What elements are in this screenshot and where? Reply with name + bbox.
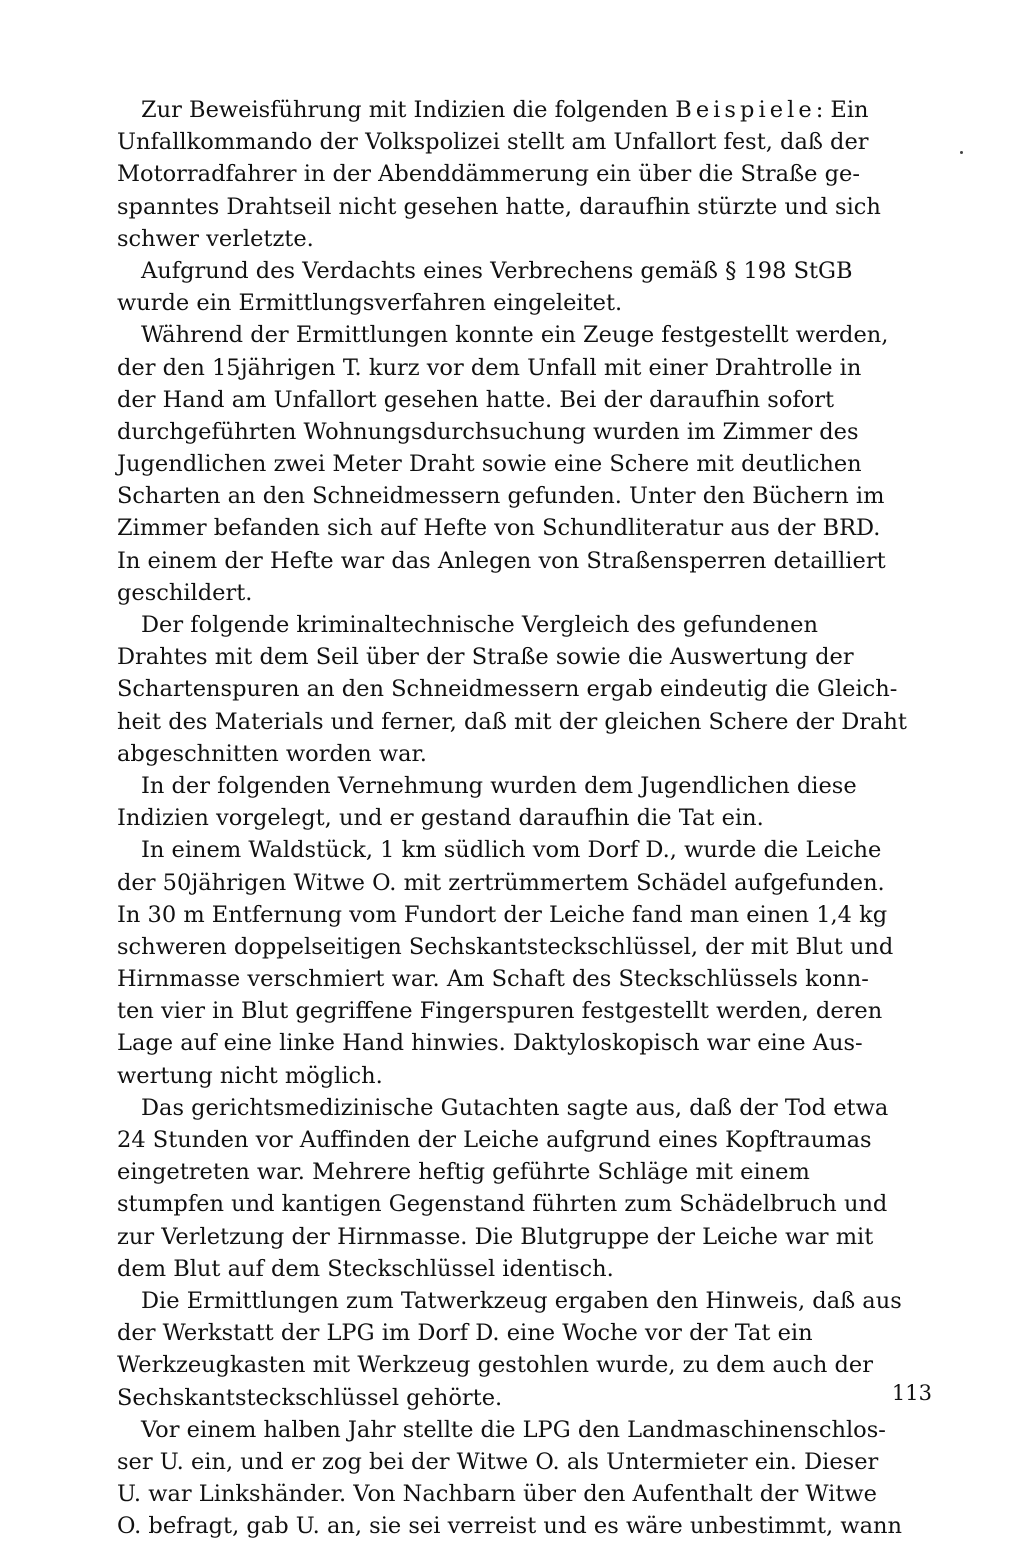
text-line: Sechskantsteckschlüssel gehörte. bbox=[117, 1384, 503, 1411]
text-line: In der folgenden Vernehmung wurden dem Jugendlichen diese bbox=[141, 772, 857, 799]
text-line: eingetreten war. Mehrere heftig geführte Schläge mit einem bbox=[117, 1159, 810, 1186]
text-line: der 50jährigen Witwe O. mit zertrümmertem Schädel aufgefunden. bbox=[117, 869, 885, 896]
document-body bbox=[117, 94, 934, 1542]
text-line: dem Blut auf dem Steckschlüssel identisch. bbox=[117, 1255, 614, 1282]
text-line: O. befragt, gab U. an, sie sei verreist und es wäre unbestimmt, wann bbox=[117, 1513, 902, 1540]
text-line: zur Verletzung der Hirnmasse. Die Blutgruppe der Leiche war mit bbox=[117, 1223, 874, 1250]
text-line: schweren doppelseitigen Sechskantsteckschlüssel, der mit Blut und bbox=[117, 933, 894, 960]
text-line: spanntes Drahtseil nicht gesehen hatte, daraufhin stürzte und sich bbox=[117, 193, 881, 220]
text-line: In einem Waldstück, 1 km südlich vom Dorf D., wurde die Leiche bbox=[141, 837, 882, 864]
text-line: wertung nicht möglich. bbox=[117, 1062, 383, 1089]
text-line: wurde ein Ermittlungsverfahren eingeleitet. bbox=[117, 290, 623, 317]
text-line: Schartenspuren an den Schneidmessern ergab eindeutig die Gleich- bbox=[117, 676, 898, 703]
text-line: Das gerichtsmedizinische Gutachten sagte aus, daß der Tod etwa bbox=[141, 1094, 889, 1121]
paragraph bbox=[117, 609, 934, 770]
text-line: Indizien vorgelegt, und er gestand daraufhin die Tat ein. bbox=[117, 805, 764, 832]
text-line: Die Ermittlungen zum Tatwerkzeug ergaben den Hinweis, daß aus bbox=[141, 1287, 902, 1314]
text-line: Motorradfahrer in der Abenddämmerung ein über die Straße ge- bbox=[117, 161, 860, 188]
text-line: Während der Ermittlungen konnte ein Zeuge festgestellt werden, bbox=[141, 322, 889, 349]
text-line: In 30 m Entfernung vom Fundort der Leiche fand man einen 1,4 kg bbox=[117, 901, 888, 928]
text-line: stumpfen und kantigen Gegenstand führten zum Schädelbruch und bbox=[117, 1191, 888, 1218]
text-line: Drahtes mit dem Seil über der Straße sowie die Auswertung der bbox=[117, 644, 854, 671]
text-line: In einem der Hefte war das Anlegen von Straßensperren detailliert bbox=[117, 547, 886, 574]
text-line: schwer verletzte. bbox=[117, 225, 314, 252]
text-line: geschildert. bbox=[117, 579, 253, 606]
paragraph bbox=[117, 1092, 934, 1285]
paragraph bbox=[117, 770, 934, 834]
text-line: abgeschnitten worden war. bbox=[117, 740, 427, 767]
text-line: Vor einem halben Jahr stellte die LPG den Landmaschinenschlos- bbox=[141, 1416, 886, 1443]
text-line: Zimmer befanden sich auf Hefte von Schundliteratur aus der BRD. bbox=[117, 515, 881, 542]
text-line: Hirnmasse verschmiert war. Am Schaft des Steckschlüssels konn- bbox=[117, 966, 869, 993]
paragraph bbox=[117, 1414, 934, 1542]
text-line: der den 15jährigen T. kurz vor dem Unfall mit einer Drahtrolle in bbox=[117, 354, 862, 381]
emphasized-word: Beispiele bbox=[675, 97, 816, 123]
text-line: Aufgrund des Verdachts eines Verbrechens gemäß § 198 StGB bbox=[141, 257, 853, 284]
text-line: U. war Linkshänder. Von Nachbarn über den Aufenthalt der Witwe bbox=[117, 1481, 877, 1508]
text-line: Jugendlichen zwei Meter Draht sowie eine Schere mit deutlichen bbox=[117, 451, 862, 478]
text-line: 24 Stunden vor Auffinden der Leiche aufgrund eines Kopftraumas bbox=[117, 1127, 872, 1153]
text-line: Zur Beweisführung mit Indizien die folgenden Beispiele: Ein bbox=[141, 97, 869, 123]
paragraph bbox=[117, 255, 934, 319]
print-speck bbox=[960, 151, 963, 154]
text-line: Der folgende kriminaltechnische Vergleich des gefundenen bbox=[141, 612, 818, 638]
text-line: Scharten an den Schneidmessern gefunden. Unter den Büchern im bbox=[117, 483, 885, 510]
paragraph bbox=[117, 1285, 934, 1414]
paragraph bbox=[117, 94, 934, 255]
page-number: 113 bbox=[891, 1381, 932, 1405]
text-line: ser U. ein, und er zog bei der Witwe O. als Untermieter ein. Dieser bbox=[117, 1448, 879, 1475]
paragraph bbox=[117, 834, 934, 1092]
paragraph bbox=[117, 319, 934, 609]
text-line: heit des Materials und ferner, daß mit der gleichen Schere der Draht bbox=[117, 708, 907, 735]
text-line: Lage auf eine linke Hand hinwies. Daktyloskopisch war eine Aus- bbox=[117, 1030, 863, 1057]
text-line: der Hand am Unfallort gesehen hatte. Bei der daraufhin sofort bbox=[117, 386, 835, 413]
text-line: durchgeführten Wohnungsdurchsuchung wurden im Zimmer des bbox=[117, 418, 859, 445]
text-line: der Werkstatt der LPG im Dorf D. eine Woche vor der Tat ein bbox=[117, 1320, 813, 1347]
text-line: ten vier in Blut gegriffene Fingerspuren festgestellt werden, deren bbox=[117, 998, 883, 1025]
text-line: Unfallkommando der Volkspolizei stellt am Unfallort fest, daß der bbox=[117, 129, 869, 156]
text-line: Werkzeugkasten mit Werkzeug gestohlen wurde, zu dem auch der bbox=[117, 1352, 873, 1379]
